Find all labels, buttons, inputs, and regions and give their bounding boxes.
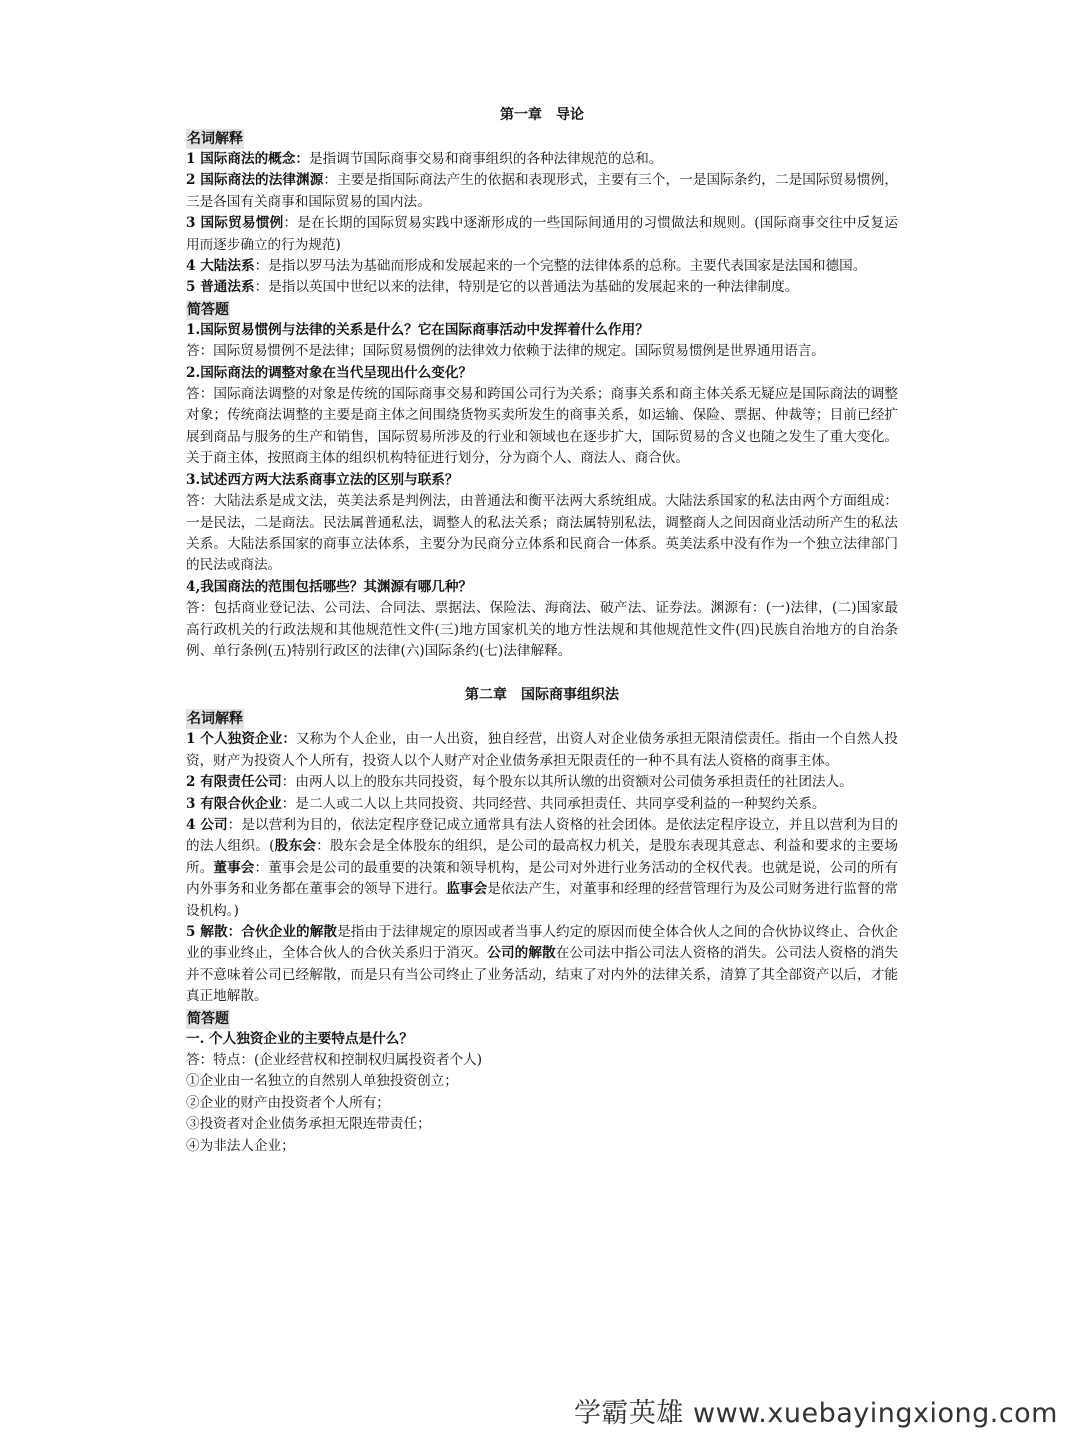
term-2-1 — [186, 729, 898, 772]
chapter-2-title: 第二章 国际商事组织法 — [465, 687, 619, 704]
answer-1-4: 答：包括商业登记法、公司法、合同法、票据法、保险法、海商法、破产法、证券法。渊源有：(一)法律，(二)国家最高行政机关的行政法规和其他规范性文件(三)地方国家机关的地方性法规和其他规范性文件(四)民族自治地方的自治条例、单行条例(五)特别行政区的法律(六)国际条约(七)法律解释。 — [186, 600, 898, 659]
list-item: ③投资者对企业债务承担无限连带责任； — [186, 1116, 431, 1133]
term-2-3 — [186, 794, 898, 815]
watermark: 学霸英雄 www.xuebayingxiong.com — [573, 1398, 1058, 1429]
term-label: 3 有限合伙企业 — [186, 795, 282, 812]
term-text: ：由两人以上的股东共同投资，每个股东以其所认缴的出资额对公司债务承担责任的社团法人。 — [281, 774, 853, 791]
term-text: ：董事会是公司的最重要的决策和领导机构，是公司对外进行业务活动的全权代表。也就是说，公司的所有内外事务和业务都在董事会的领导下进行。 — [186, 859, 899, 898]
list-item: ④为非法人企业； — [186, 1137, 295, 1154]
term-label: 2 有限责任公司 — [186, 774, 282, 791]
term-text: 是指调节国际商事交易和商事组织的各种法律规范的总和。 — [308, 151, 663, 167]
term-bold: 股东会 — [274, 838, 317, 855]
term-label: 1 国际商法的概念： — [186, 151, 309, 167]
term-text: ：是二人或二人以上共同投资、共同经营、共同承担责任、共同享受利益的一种契约关系。 — [281, 795, 826, 812]
term-label: 5 解散：合伙企业的解散 — [186, 924, 338, 940]
qa-header-1: 简答题 — [187, 301, 229, 318]
term-text: ：是在长期的国际贸易实践中逐渐形成的一些国际间通用的习惯做法和规则。(国际商事交往中反复运用而逐步确立的行为规范) — [186, 215, 898, 253]
term-text: 在公司法中指公司法人资格的消失。公司法人资格的消失并不意味着公司已经解散，而是只有当公司终止了业务活动，结束了对内外的法律关系，清算了其全部资产以后，才能真正地解散。 — [186, 945, 899, 1005]
term-label: 5 普通法系 — [186, 279, 255, 296]
term-text: ：股东会是全体股东的组织，是公司的最高权力机关，是股东表现其意志、利益和要求的主要场所。 — [186, 838, 899, 876]
question-1-3: 3.试述西方两大法系商事立法的区别与联系？ — [186, 471, 459, 488]
term-label: 4 大陆法系 — [186, 258, 255, 275]
term-1-2 — [186, 170, 898, 213]
terms-header-2: 名词解释 — [187, 711, 243, 728]
term-1-5 — [186, 277, 898, 298]
chapter-1-title: 第一章 导论 — [500, 107, 584, 123]
document-page — [186, 100, 898, 1157]
question-2-1: 一. 个人独资企业的主要特点是什么？ — [186, 1030, 413, 1047]
question-1-1: 1.国际贸易惯例与法律的关系是什么？它在国际商事活动中发挥着什么作用？ — [186, 321, 649, 338]
term-label: 3 国际贸易惯例 — [186, 215, 284, 232]
answer-1-3: 答：大陆法系是成文法，英美法系是判例法，由普通法和衡平法两大系统组成。大陆法系国家的私法由两个方面组成：一是民法，二是商法。民法属普通私法，调整人的私法关系；商法属特别私法，调整商人之间因商业活动所产生的私法关系。大陆法系国家的商事立法体系，主要分为民商分立体系和民商合一体系。英美法系中没有作为一个独立法律部门的民法或商法。 — [186, 493, 898, 574]
term-bold: 董事会 — [213, 859, 255, 876]
list-item: ②企业的财产由投资者个人所有； — [186, 1094, 390, 1111]
term-text: 是依法产生，对董事和经理的经营管理行为及公司财务进行监督的常设机构。) — [186, 881, 899, 919]
term-2-2 — [186, 772, 898, 793]
question-1-2: 2.国际商法的调整对象在当代呈现出什么变化？ — [186, 364, 473, 381]
list-item: ①企业由一名独立的自然别人单独投资创立； — [186, 1073, 458, 1090]
qa-header-2: 简答题 — [187, 1010, 229, 1027]
term-text: ：是指以英国中世纪以来的法律，特别是它的以普通法为基础的发展起来的一种法律制度。 — [254, 279, 799, 296]
term-1-1 — [186, 149, 898, 170]
answer-1-2: 答：国际商法调整的对象是传统的国际商事交易和跨国公司行为关系；商事关系和商主体关系无疑应是国际商法的调整对象；传统商法调整的主要是商主体之间围绕货物买卖所发生的商事关系，如运输、保险、票据、仲裁等；目前已经扩展到商品与服务的生产和销售，国际贸易所涉及的行业和领域也在逐步扩大，国际贸易的含义也随之发生了重大变化。关于商主体，按照商主体的组织机构特征进行划分，分为商个人、商法人、商合伙。 — [186, 386, 898, 467]
question-1-4: 4,我国商法的范围包括哪些？其渊源有哪几种？ — [186, 578, 473, 595]
answer-1-1: 答：国际贸易惯例不是法律；国际贸易惯例的法律效力依赖于法律的规定。国际贸易惯例是世界通用语言。 — [186, 343, 825, 360]
term-text: ：是指以罗马法为基础而形成和发展起来的一个完整的法律体系的总称。主要代表国家是法国和德国。 — [254, 258, 867, 275]
term-bold: 监事会 — [446, 881, 488, 898]
term-label: 4 公司 — [186, 816, 228, 833]
term-text: ：是以营利为目的，依法定程序登记成立通常具有法人资格的社会团体。是依法定程序设立，并且以营利为目的的法人组织。( — [186, 816, 898, 855]
term-1-3 — [186, 213, 898, 256]
term-bold: 公司的解散 — [487, 945, 556, 962]
term-label: 2 国际商法的法律渊源 — [186, 172, 324, 189]
term-2-4 — [186, 815, 898, 922]
term-text: ：主要是指国际商法产生的依据和表现形式，主要有三个，一是国际条约，二是国际贸易惯例，三是各国有关商事和国际贸易的国内法。 — [186, 172, 898, 210]
term-1-4 — [186, 256, 898, 277]
term-text: 又称为个人企业，由一人出资，独自经营，出资人对企业债务承担无限清偿责任。指由一个自然人投资，财产为投资人个人所有，投资人以个人财产对企业债务承担无限责任的一种不具有法人资格的商事主体。 — [186, 731, 898, 769]
term-label: 1 个人独资企业： — [186, 731, 297, 748]
terms-header-1: 名词解释 — [187, 131, 243, 147]
term-text: 是指由于法律规定的原因或者当事人约定的原因而使全体合伙人之间的合伙协议终止、合伙企业的事业终止，全体合伙人的合伙关系归于消灭。 — [186, 924, 898, 962]
term-2-5 — [186, 922, 898, 1008]
answer-2-1-intro: 答：特点：(企业经营权和控制权归属投资者个人) — [186, 1052, 483, 1069]
